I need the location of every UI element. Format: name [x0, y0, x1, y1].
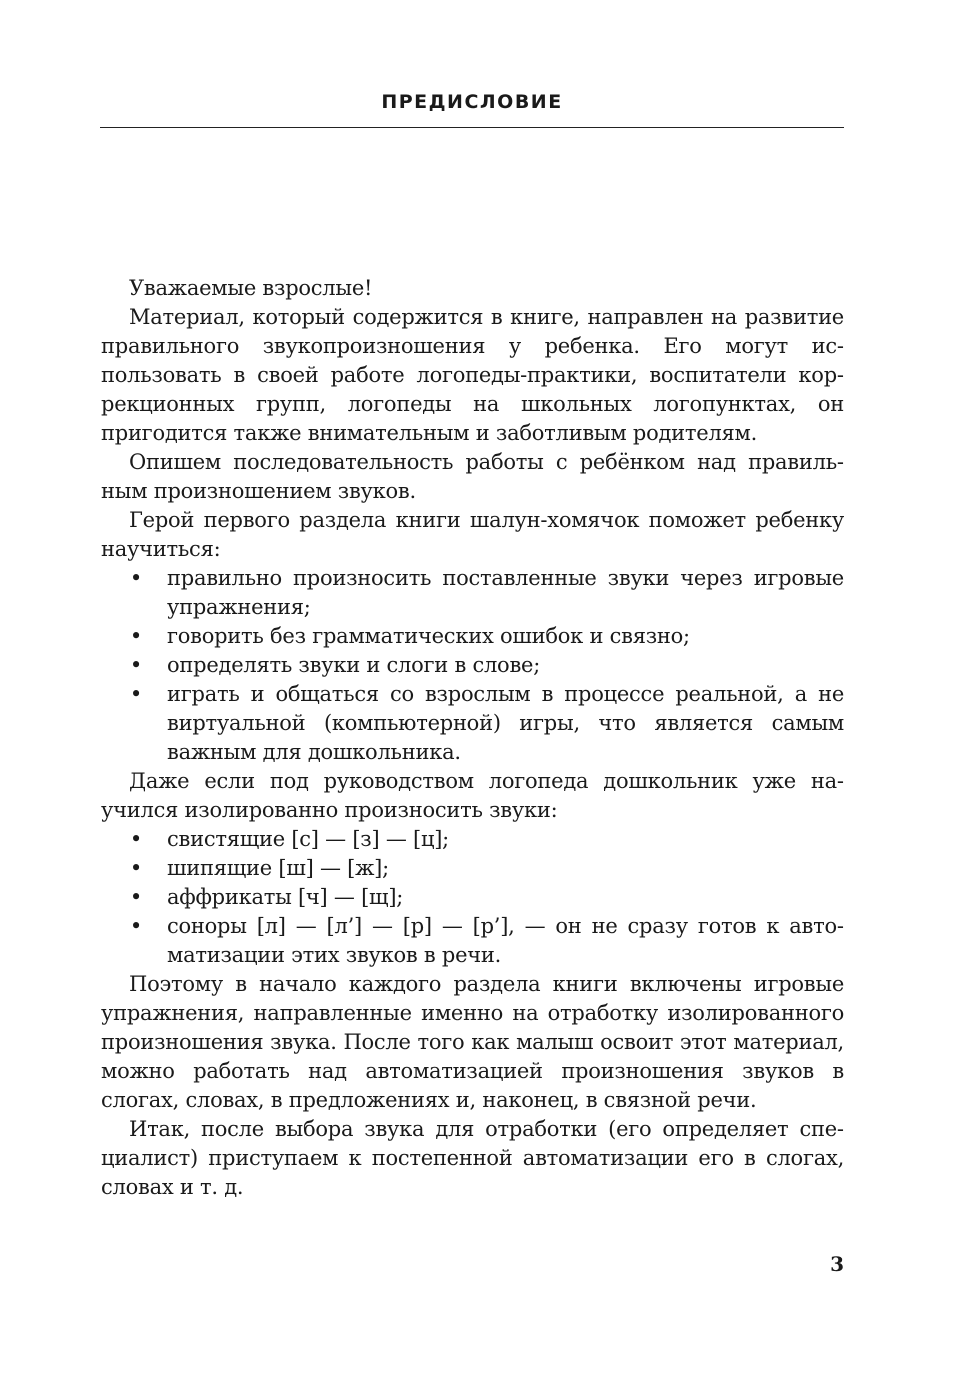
main-text — [101, 274, 844, 1202]
page-header — [100, 88, 844, 128]
skills-list — [101, 564, 844, 767]
list-item — [101, 854, 844, 883]
list-item — [101, 680, 844, 767]
list-item — [101, 564, 844, 622]
paragraph: Герой первого раздела книги шалун-хомячок поможет ребенку научиться: — [101, 508, 844, 561]
bullet-icon: • — [129, 653, 143, 677]
paragraph: Опишем последовательность работы с ребёнком над правильным произношением звуков. — [101, 450, 844, 503]
bullet-icon: • — [129, 566, 143, 590]
bullet-icon: • — [129, 885, 143, 909]
sounds-list — [101, 825, 844, 970]
page-title: ПРЕДИСЛОВИЕ — [381, 91, 563, 113]
list-item-text: шипящие [ш] — [ж]; — [167, 856, 389, 880]
paragraph: Итак, после выбора звука для отработки (его определяет специалист) приступаем к постепенной автоматизации его в слогах, словах и т. д. — [101, 1117, 844, 1199]
bullet-icon: • — [129, 624, 143, 648]
bullet-icon: • — [129, 827, 143, 851]
list-item — [101, 651, 844, 680]
list-item-text: соноры [л] — [л’] — [р] — [р’], — он не сразу готов к автоматизации этих звуков в речи. — [167, 914, 844, 967]
list-item — [101, 883, 844, 912]
list-item-text: свистящие [с] — [з] — [ц]; — [167, 827, 449, 851]
bullet-icon: • — [129, 914, 143, 938]
list-item — [101, 825, 844, 854]
list-item-text: играть и общаться со взрослым в процессе реальной, а не виртуальной (компьютерной) игры, что является самым важным для дошкольника. — [167, 682, 844, 764]
list-item-text: определять звуки и слоги в слове; — [167, 653, 541, 677]
bullet-icon: • — [129, 856, 143, 880]
list-item-text: правильно произносить поставленные звуки через игровые упражнения; — [167, 566, 844, 619]
list-item — [101, 622, 844, 651]
bullet-icon: • — [129, 682, 143, 706]
list-item-text: говорить без грамматических ошибок и связно; — [167, 624, 690, 648]
page-number: 3 — [830, 1252, 844, 1276]
greeting-paragraph: Уважаемые взрослые! — [129, 276, 373, 300]
paragraph: Материал, который содержится в книге, направлен на развитие правильного звукопроизношения у ребенка. Его могут использовать в своей работе логопеды-практики, воспитатели коррекционных групп, логопеды на школьных логопунктах, он пригодится также внимательным и заботливым родителям. — [101, 305, 844, 445]
paragraph: Поэтому в начало каждого раздела книги включены игровые упражнения, направленные именно на отработку изолированного произношения звука. После того как малыш освоит этот материал, можно работать над автоматизацией произношения звуков в слогах, словах, в предложениях и, наконец, в связной речи. — [101, 972, 844, 1112]
list-item — [101, 912, 844, 970]
list-item-text: аффрикаты [ч] — [щ]; — [167, 885, 404, 909]
paragraph: Даже если под руководством логопеда дошкольник уже научился изолированно произносить звуки: — [101, 769, 844, 822]
